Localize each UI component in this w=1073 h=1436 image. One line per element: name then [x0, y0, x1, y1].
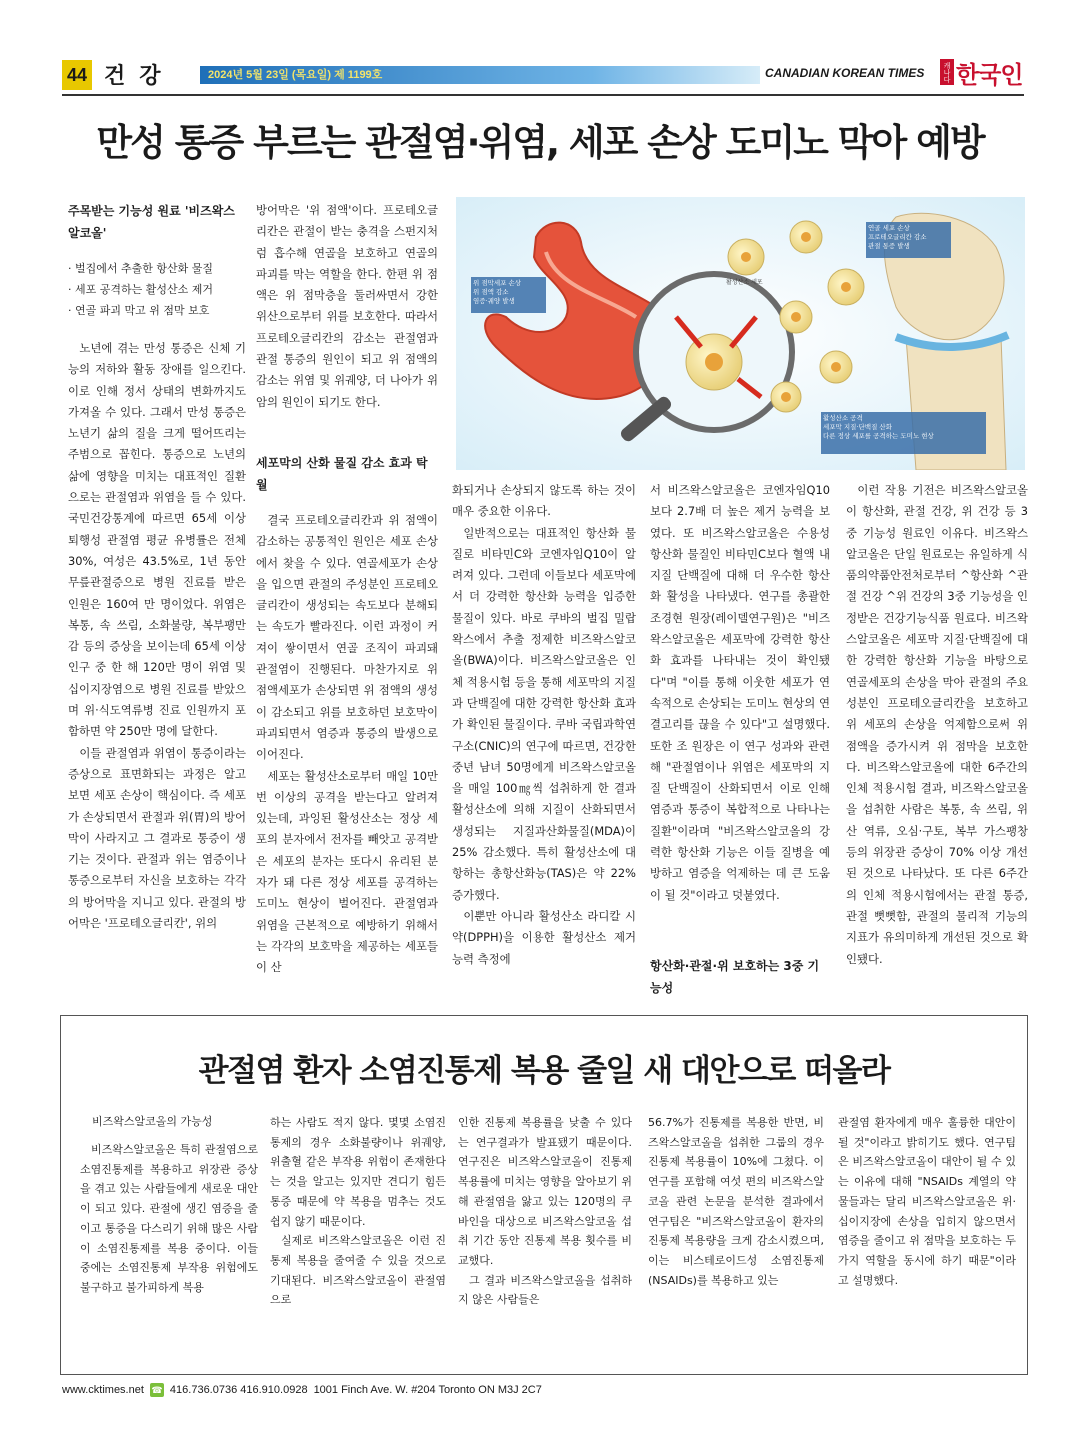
article2-col1	[80, 1140, 258, 1365]
phone-icon: ☎	[151, 1385, 163, 1395]
secondary-headline: 관절염 환자 소염진통제 복용 줄일 새 대안으로 떠올라	[198, 1053, 890, 1089]
paragraph: 관절염 환자에게 매우 훌륭한 대안이 될 것"이라고 밝히기도 했다. 연구팀은 비즈왁스알코올이 대안이 될 수 있는 이유에 대해 "NSAIDs 계열의 약물들과는 달리 비즈왁스알코올은 위·십이지장에 손상을 입히지 않으면서 염증을 줄이고 위 점막을 보호하는 두 가지 역할을 동시에 하기 때문"이라고 설명했다.	[838, 1116, 1016, 1287]
website-link[interactable]: www.cktimes.net	[62, 1384, 144, 1396]
article2-subhead: 비즈왁스알코올의 가능성	[92, 1115, 213, 1128]
subhead-1: 세포막의 산화 물질 감소 효과 탁월	[256, 456, 428, 492]
paragraph: 일반적으로는 대표적인 항산화 물질로 비타민C와 코엔자임Q10이 알려져 있다. 그런데 이들보다 세포막에서 더 강력한 항산화 능력을 입증한 물질이 있다. 바로 쿠바의 벌집 밀랍 왁스에서 추출 정제한 비즈왁스알코올(BWA)이다. 비즈왁스알코올은 인체 적용시험 등을 통해 세포막의 지질과 단백질에 대한 강력한 항산화 효과가 확인된 물질이다. 쿠바 국립과학연구소(CNIC)의 연구에 따르면, 건강한 중년 남녀 50명에게 비즈왁스알코올을 매일 100㎎씩 섭취하게 한 결과 활성산소에 의해 지질이 산화되면서 생성되는 지질과산화물질(MDA)이 25% 감소했다. 특히 활성산소에 대항하는 총항산화능(TAS)은 약 22% 증가했다.	[452, 525, 636, 902]
paragraph: 이들 관절염과 위염이 통증이라는 증상으로 표면화되는 과정은 알고 보면 세포 손상이 핵심이다. 즉 세포가 손상되면서 관절과 위(胃)의 방어막이 사라지고 그 결과로 통증이 생기는 것이다. 관절과 위는 염증이나 통증으로부터 자신을 보호하는 각각의 방어막을 지니고 있다. 관절의 방어막은 '프로테오글리칸', 위의	[68, 745, 246, 931]
bullet-item: · 세포 공격하는 활성산소 제거	[68, 283, 213, 296]
caption-stomach: 위 점막세포 손상 위 점액 감소 염증·궤양 발생	[473, 279, 522, 305]
article1-col2-top	[256, 200, 438, 440]
paragraph: 화되거나 손상되지 않도록 하는 것이 매우 중요한 이유다.	[452, 483, 636, 519]
article1-col5	[846, 480, 1028, 998]
paragraph: 세포는 활성산소로부터 매일 10만 번 이상의 공격을 받는다고 알려져 있는데, 과잉된 활성산소는 정상 세포의 분자에서 전자를 빼앗고 공격받은 세포의 분자는 또다시 유리된 분자가 돼 다른 정상 세포를 공격하는 도미노 현상이 벌어진다. 관절염과 위염을 근본적으로 예방하기 위해서는 각각의 보호막을 제공하는 세포들이 산	[256, 768, 438, 975]
kicker-block	[68, 200, 246, 321]
paragraph: 비즈왁스알코올은 특히 관절염으로 소염진통제를 복용하고 위장관 증상을 겪고 있는 사람들에게 새로운 대안이 되고 있다. 관절에 생긴 염증을 줄이고 통증을 다스리기 위해 많은 사람이 소염진통제를 복용 중이다. 이들 중에는 소염진통제 부작용 위험에도 불구하고 불가피하게 복용	[80, 1143, 258, 1294]
header-rule	[62, 94, 1024, 96]
article2-col2	[270, 1113, 446, 1365]
address: 1001 Finch Ave. W. #204 Toronto ON M3J 2C7	[313, 1384, 542, 1396]
paper-logo	[940, 58, 1023, 89]
paragraph: 실제로 비즈왁스알코올은 이런 진통제 복용을 줄여줄 수 있을 것으로 기대된다. 비즈왁스알코올이 관절염으로	[270, 1234, 446, 1307]
caption-domino: 활성산소 공격 세포막 지질·단백질 산화 다른 정상 세포를 공격하는 도미노 현상	[823, 414, 934, 440]
paragraph: 이뿐만 아니라 활성산소 라디칼 시약(DPPH)을 이용한 활성산소 제거 능력 측정에	[452, 908, 636, 966]
dateline-bar: 2024년 5월 23일 (목요일) 제 1199호	[200, 66, 760, 84]
footer	[62, 1383, 542, 1397]
logo-mark: 캐나다	[940, 59, 954, 85]
bullet-list	[68, 258, 246, 321]
paragraph: 서 비즈왁스알코올은 코엔자임Q10보다 2.7배 더 높은 제거 능력을 보였다. 또 비즈왁스알코올은 수용성 항산화 물질인 비타민C보다 혈액 내 지질 단백질에 대해 더 우수한 항산화 활성을 나타냈다. 연구를 총괄한 조경현 원장(레이델연구원)은 "비즈왁스알코올은 세포막에 강력한 항산화 효과를 나타내는 것이 확인됐다"며 "이를 통해 이웃한 세포가 연속적으로 손상되는 도미노 현상의 연결고리를 끊을 수 있다"고 설명했다. 또한 조 원장은 이 연구 성과와 관련해 "관절염이나 위염은 세포막의 지질 단백질이 산화되면서 이로 인해 염증과 통증이 복합적으로 나타나는 질환"이라며 "비즈왁스알코올의 강력한 항산화 기능은 이들 질병을 예방하고 염증을 억제하는 데 큰 도움이 될 것"이라고 덧붙였다.	[650, 483, 830, 902]
subhead-2: 항산화·관절·위 보호하는 3중 기능성	[650, 959, 820, 995]
main-headline: 만성 통증 부르는 관절염·위염, 세포 손상 도미노 막아 예방	[96, 121, 984, 164]
paragraph: 이런 작용 기전은 비즈왁스알코올이 항산화, 관절 건강, 위 건강 등 3중 기능성 원료인 이유다. 비즈왁스알코올은 단일 원료로는 유일하게 식품의약품안전처로부터 ^항산화 ^관절 건강 ^위 건강의 3중 기능성을 인정받은 건강기능식품 원료다. 비즈왁스알코올은 세포막 지질·단백질에 대한 강력한 항산화 기능을 바탕으로 연골세포의 손상을 막아 관절의 주요 성분인 프로테오글리칸을 보호하고 위 세포의 손상을 억제함으로써 위 점액을 증가시켜 위 점막을 보호한다. 비즈왁스알코올에 대한 6주간의 인체 적용시험 결과, 비즈왁스알코올을 섭취한 사람은 복통, 속 쓰림, 위산 역류, 오심·구토, 복부 가스팽창 등의 위장관 증상이 70% 이상 개선된 것으로 나타났다. 또 다른 6주간의 인체 적용시험에서는 관절 통증, 관절 뻣뻣함, 관절의 물리적 기능의 지표가 유의미하게 개선된 것으로 확인됐다.	[846, 483, 1028, 966]
paper-name: CANADIAN KOREAN TIMES	[765, 66, 925, 80]
section-title: 건강	[104, 63, 175, 89]
article1-col4	[650, 480, 830, 950]
article1-col3	[452, 480, 636, 998]
phone-numbers: 416.736.0736 416.910.0928	[169, 1384, 308, 1396]
paragraph: 노년에 겪는 만성 통증은 신체 기능의 저하와 활동 장애를 일으킨다. 이로 인해 정서 상태의 변화까지도 가져올 수 있다. 그래서 만성 통증은 노년기 삶의 질을 크게 떨어뜨리는 주범으로 꼽힌다. 통증으로 노년의 삶에 영향을 미치는 대표적인 질환으로는 관절염과 위염을 들 수 있다. 국민건강통계에 따르면 65세 이상 퇴행성 관절염 평균 유병률은 전체 30%, 여성은 43.5%로, 1년 동안 무릎관절증으로 병원 진료를 받은 인원은 160여 만 명이었다. 위염은 복통, 속 쓰림, 소화불량, 복부팽만감 등의 증상을 보이는데 65세 이상 인구 중 한 해 120만 명이 위염 및 십이지장염으로 병원 진료를 받았으며 위·식도역류병 진료 인원까지 포함하면 약 250만 명에 달한다.	[68, 341, 246, 739]
article1-col1	[68, 338, 246, 998]
kicker: 주목받는 기능성 원료 '비즈왁스알코올'	[68, 204, 235, 240]
logo-text: 한국인	[956, 60, 1023, 89]
article2-col3	[458, 1113, 632, 1365]
paragraph: 56.7%가 진통제를 복용한 반면, 비즈왁스알코올을 섭취한 그룹의 경우 진통제 복용률이 10%에 그쳤다. 이 연구를 포함해 여섯 편의 비즈왁스알코올 관련 논문을 분석한 결과에서 연구팀은 "비즈왁스알코올이 환자의 진통제 복용량을 크게 감소시켰으며, 이는 비스테로이드성 소염진통제(NSAIDs)를 복용하고 있는	[648, 1116, 824, 1287]
paragraph: 그 결과 비즈왁스알코올을 섭취하지 않은 사람들은	[458, 1273, 632, 1307]
article2-col5	[838, 1113, 1016, 1365]
caption-knee: 연골 세포 손상 프로테오글리칸 감소 관절 통증 발생	[868, 224, 927, 250]
article2-col4	[648, 1113, 824, 1365]
bullet-item: · 연골 파괴 막고 위 점막 보호	[68, 304, 210, 317]
paragraph: 방어막은 '위 점액'이다. 프로테오글리칸은 관절이 받는 충격을 스펀지처럼 흡수해 연골을 보호하고 연골의 파괴를 막는 역할을 한다. 한편 위 점액은 위 점막층을 둘러싸면서 강한 위산으로부터 위를 보호한다. 따라서 프로테오글리칸의 감소는 관절염과 관절 통증의 원인이 되고 위 점액의 감소는 위염 및 위궤양, 더 나아가 위암의 원인이 되기도 한다.	[256, 203, 438, 409]
caption-cell: 활성산소 세포	[726, 279, 763, 286]
article1-col2	[256, 510, 438, 998]
paragraph: 인한 진통제 복용률을 낮출 수 있다는 연구결과가 발표됐기 때문이다. 연구진은 비즈왁스알코올이 진통제 복용률에 미치는 영향을 알아보기 위해 관절염을 앓고 있는 120명의 쿠바인을 대상으로 비즈왁스알코올 섭취 기간 동안 진통제 복용 횟수를 비교했다.	[458, 1116, 632, 1267]
page-number: 44	[62, 60, 92, 90]
paragraph: 결국 프로테오글리칸과 위 점액이 감소하는 공통적인 원인은 세포 손상에서 찾을 수 있다. 연골세포가 손상을 입으면 관절의 주성분인 프로테오글리칸이 생성되는 속도보다 분해되는 속도가 빨라진다. 이런 과정이 커져이 쌓이면서 연골 조직이 파괴돼 관절염이 진행된다. 마찬가지로 위 점액세포가 손상되면 위 점액의 생성이 감소되고 위를 보호하던 보호막이 파괴되면서 염증과 통증의 발생으로 이어진다.	[256, 513, 438, 762]
stomach-knee-illustration	[456, 197, 1025, 470]
paragraph: 하는 사람도 적지 않다. 몇몇 소염진통제의 경우 소화불량이나 위궤양, 위출혈 같은 부작용 위험이 존재한다는 것을 알고는 있지만 견디기 힘든 통증 때문에 약 복용을 멈추는 것도 쉽지 않기 때문이다.	[270, 1116, 446, 1228]
bullet-item: · 벌집에서 추출한 항산화 물질	[68, 262, 213, 275]
